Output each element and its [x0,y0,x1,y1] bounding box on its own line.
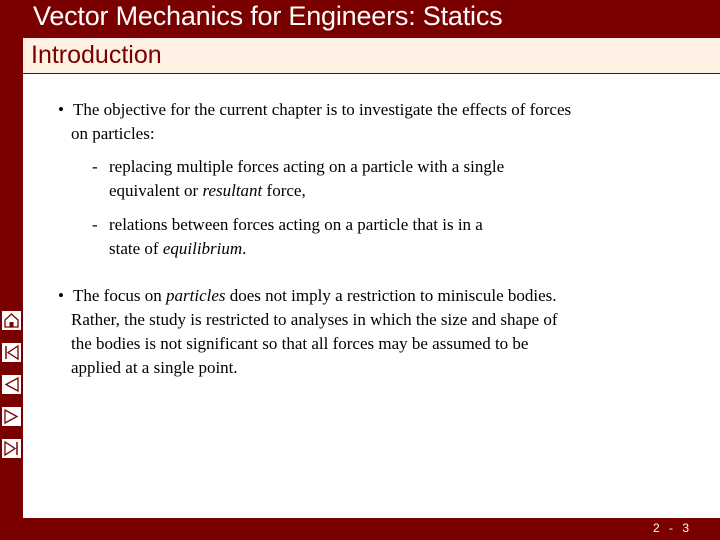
home-icon[interactable] [2,311,21,330]
title-bar [0,0,720,38]
sub1-line2: equivalent or resultant force, [109,181,306,200]
dash-marker: - [92,215,98,234]
first-slide-icon[interactable] [2,343,21,362]
bullet2-line3: the bodies is not significant so that all forces may be assumed to be [71,334,529,353]
bullet-marker: • [58,100,64,119]
previous-slide-icon[interactable] [2,375,21,394]
bullet2-line1: The focus on particles does not imply a restriction to miniscule bodies. [73,286,557,305]
bullet2-line2: Rather, the study is restricted to analyses in which the size and shape of [71,310,558,329]
next-slide-icon[interactable] [2,407,21,426]
slide-title: Vector Mechanics for Engineers: Statics [33,1,503,31]
sub1-line1: replacing multiple forces acting on a particle with a single [109,157,505,176]
bullet1-line1: The objective for the current chapter is to investigate the effects of forces [73,100,572,119]
emphasis-particles: particles [166,286,226,305]
slide-content [23,74,720,518]
bullet-marker: • [58,286,64,305]
page-number: 2 - 3 [652,521,692,535]
subtitle-bar [23,38,720,74]
sub2-line2: state of equilibrium. [109,239,247,258]
bullet1-line2: on particles: [71,124,155,143]
sub2-line1: relations between forces acting on a particle that is in a [109,215,483,234]
footer-bar [23,518,720,540]
emphasis-equilibrium: equilibrium [162,239,243,258]
dash-marker: - [92,157,98,176]
slide-subtitle: Introduction [31,41,162,69]
emphasis-resultant: resultant [202,181,263,200]
last-slide-icon[interactable] [2,439,21,458]
bullet2-line4: applied at a single point. [71,358,238,377]
